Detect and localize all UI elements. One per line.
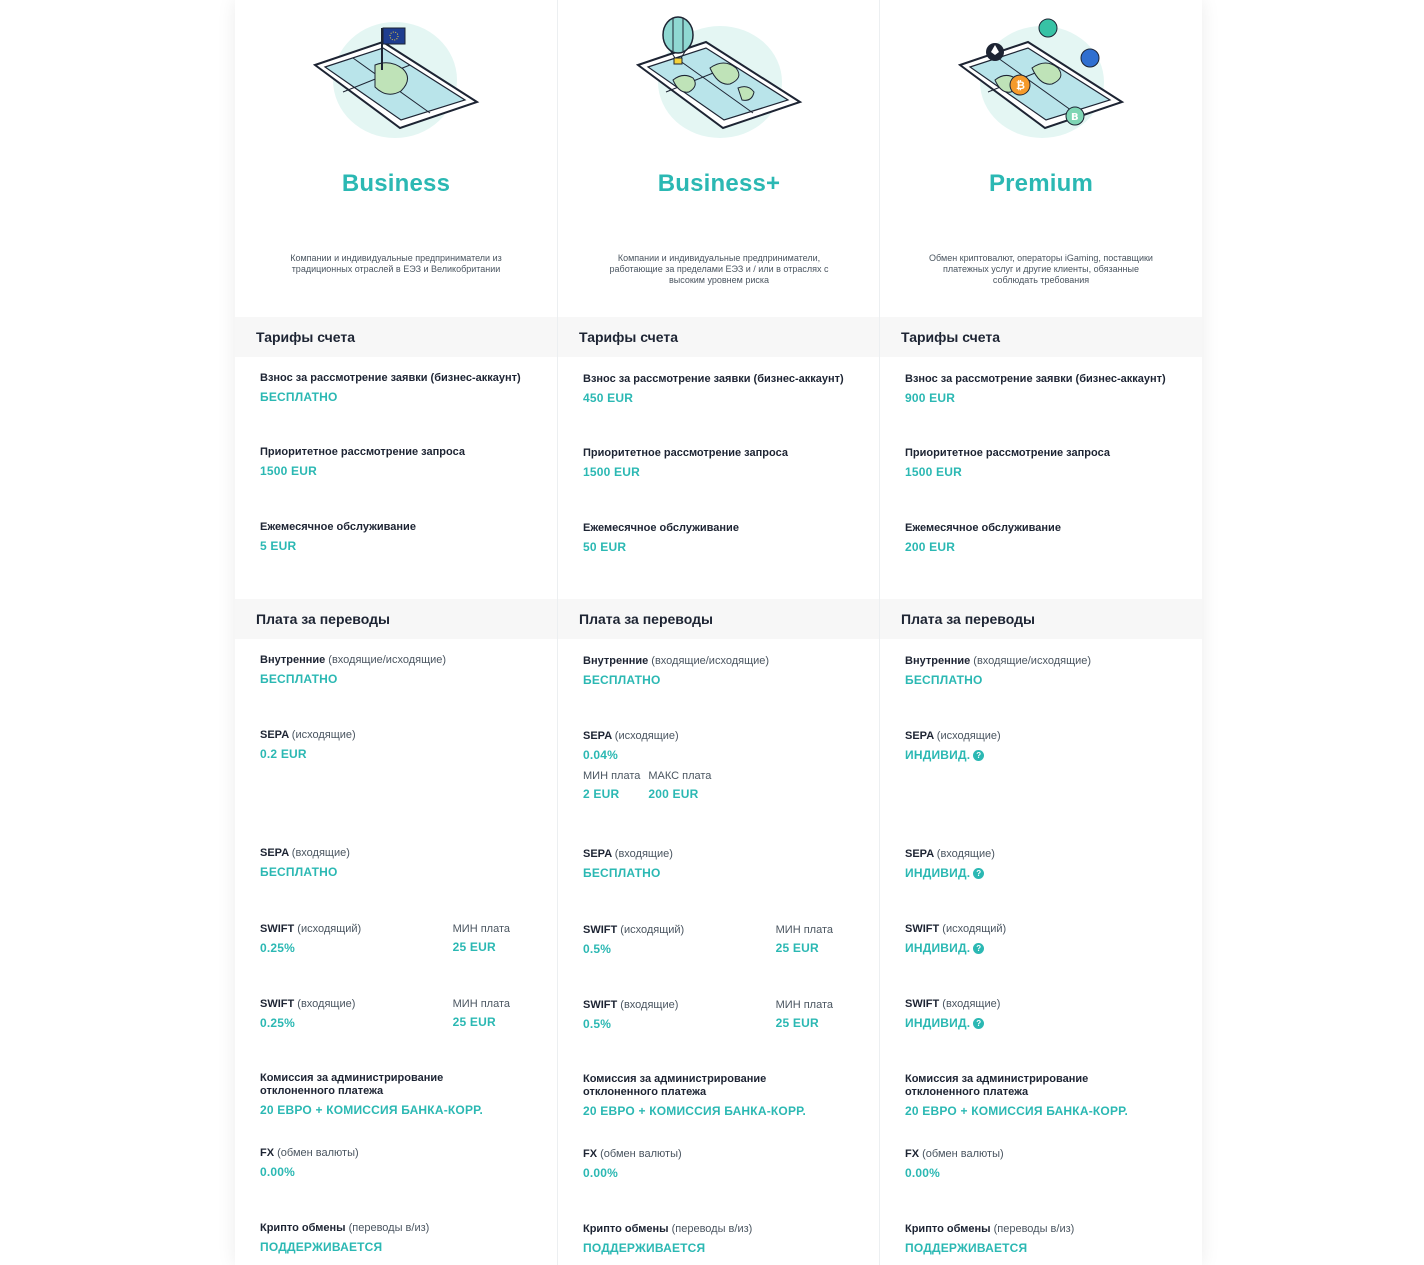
pricing-table xyxy=(235,0,1202,1265)
fee-value: БЕСПЛАТНО xyxy=(905,673,983,687)
fee-note: (исходящий) xyxy=(942,923,1007,935)
map-with-crypto-coins-icon xyxy=(950,10,1130,140)
fee-value: 1500 EUR xyxy=(583,465,640,479)
swift-incoming xyxy=(583,999,863,1031)
help-icon[interactable]: ? xyxy=(973,1018,984,1029)
map-with-hot-air-balloon-icon xyxy=(628,10,808,140)
rejected-payment-fee xyxy=(260,1072,500,1117)
fee-note: (переводы в/из) xyxy=(348,1222,430,1234)
fee-label: SEPA xyxy=(260,729,289,741)
fee-note: (исходящие) xyxy=(614,730,679,742)
fee-value: ПОДДЕРЖИВАЕТСЯ xyxy=(260,1240,383,1254)
sepa-outgoing xyxy=(905,730,1185,762)
fee-value: ИНДИВИД. xyxy=(905,1016,971,1030)
svg-text:₿: ₿ xyxy=(1016,79,1025,92)
swift-incoming xyxy=(260,998,540,1030)
plan-column-business xyxy=(235,0,557,1265)
fee-label: Комиссия за администрирование отклоненного платежа xyxy=(260,1072,444,1097)
monthly-service xyxy=(583,522,863,554)
fee-note: (обмен валюты) xyxy=(922,1148,1004,1160)
plan-title: Business xyxy=(341,170,451,197)
min-fee xyxy=(776,924,833,955)
fee-label: Приоритетное рассмотрение запроса xyxy=(583,447,788,459)
fee-value: 1500 EUR xyxy=(905,465,962,479)
min-fee-value: 25 EUR xyxy=(452,940,496,954)
fee-label: Взнос за рассмотрение заявки (бизнес-аккаунт) xyxy=(583,373,844,385)
fee-value: БЕСПЛАТНО xyxy=(583,866,661,880)
swift-outgoing xyxy=(905,923,1185,955)
priority-review xyxy=(905,447,1185,479)
sepa-incoming xyxy=(260,847,540,879)
fx-fee xyxy=(583,1148,863,1180)
monthly-service xyxy=(260,521,540,553)
plan-description: Обмен криптовалют, операторы iGaming, поставщики платежных услуг и другие клиенты, обязанные соблюдать требования xyxy=(929,253,1153,285)
crypto-exchange xyxy=(260,1222,540,1254)
fee-label: Комиссия за администрирование отклоненного платежа xyxy=(905,1073,1089,1098)
fee-value: ПОДДЕРЖИВАЕТСЯ xyxy=(905,1241,1028,1255)
fee-note: (исходящие) xyxy=(291,729,356,741)
internal-transfers xyxy=(260,654,540,686)
fee-note: (входящие) xyxy=(614,848,673,860)
plan-column-business-plus xyxy=(557,0,880,1265)
fee-label: Крипто обмены xyxy=(260,1222,346,1234)
rejected-payment-fee xyxy=(905,1073,1145,1118)
sepa-outgoing xyxy=(260,729,540,761)
fee-note: (входящие) xyxy=(620,999,679,1011)
fee-note: (переводы в/из) xyxy=(671,1223,753,1235)
fee-label: SWIFT xyxy=(905,923,940,935)
fee-value: 0.5% xyxy=(583,1017,612,1031)
crypto-exchange xyxy=(583,1223,863,1255)
fee-value: 0.25% xyxy=(260,1016,296,1030)
fee-value: ИНДИВИД. xyxy=(905,941,971,955)
fee-value: 20 ЕВРО + КОМИССИЯ БАНКА-КОРР. xyxy=(905,1104,1129,1118)
application-fee xyxy=(583,373,863,405)
sepa-incoming xyxy=(905,848,1185,880)
fee-label: Внутренние xyxy=(905,655,971,667)
swift-outgoing xyxy=(260,923,540,955)
fee-value: 0.00% xyxy=(583,1166,619,1180)
fee-value: 1500 EUR xyxy=(260,464,317,478)
internal-transfers xyxy=(583,655,863,687)
fee-note: (входящие) xyxy=(936,848,995,860)
fx-fee xyxy=(260,1147,540,1179)
fee-label: SWIFT xyxy=(260,923,295,935)
fee-value: 5 EUR xyxy=(260,539,297,553)
fee-label: Внутренние xyxy=(260,654,326,666)
application-fee xyxy=(905,373,1185,405)
fee-value: ИНДИВИД. xyxy=(905,748,971,762)
section-header-transfers xyxy=(558,599,880,639)
min-fee-label: МИН плата xyxy=(583,770,641,782)
min-fee xyxy=(776,999,833,1030)
min-fee xyxy=(583,770,640,801)
section-title: Тарифы счета xyxy=(579,329,679,345)
fee-value: ПОДДЕРЖИВАЕТСЯ xyxy=(583,1241,706,1255)
fee-label: SWIFT xyxy=(583,999,618,1011)
crypto-exchange xyxy=(905,1223,1185,1255)
plan-description: Компании и индивидуальные предприниматели из традиционных отраслей в ЕЭЗ и Великобритании xyxy=(290,253,502,274)
section-title: Плата за переводы xyxy=(901,611,1035,627)
section-title: Тарифы счета xyxy=(256,329,356,345)
max-fee-label: МАКС плата xyxy=(648,770,712,782)
fee-label: Ежемесячное обслуживание xyxy=(583,522,739,534)
help-icon[interactable]: ? xyxy=(973,868,984,879)
fee-label: Взнос за рассмотрение заявки (бизнес-аккаунт) xyxy=(905,373,1166,385)
min-fee xyxy=(453,998,510,1029)
section-title: Плата за переводы xyxy=(579,611,713,627)
max-fee-value: 200 EUR xyxy=(648,787,699,801)
fee-value: ИНДИВИД. xyxy=(905,866,971,880)
swift-outgoing xyxy=(583,924,863,956)
section-title: Тарифы счета xyxy=(901,329,1001,345)
fee-value: 0.04% xyxy=(583,748,619,762)
application-fee xyxy=(260,372,540,404)
fee-value: 200 EUR xyxy=(905,540,956,554)
fee-label: SWIFT xyxy=(905,998,940,1010)
fee-label: Взнос за рассмотрение заявки (бизнес-аккаунт) xyxy=(260,372,521,384)
fee-value: БЕСПЛАТНО xyxy=(260,672,338,686)
fee-label: SEPA xyxy=(905,848,934,860)
monthly-service xyxy=(905,522,1185,554)
fx-fee xyxy=(905,1148,1185,1180)
fee-label: Ежемесячное обслуживание xyxy=(905,522,1061,534)
fee-label: SWIFT xyxy=(583,924,618,936)
fee-label: SEPA xyxy=(905,730,934,742)
map-with-eu-flag-icon xyxy=(305,10,485,140)
fee-label: FX xyxy=(905,1148,920,1160)
fee-note: (входящие/исходящие) xyxy=(328,654,447,666)
svg-text:B: B xyxy=(1071,112,1079,123)
min-fee-value: 25 EUR xyxy=(452,1015,496,1029)
plan-description: Компании и индивидуальные предприниматели, работающие за пределами ЕЭЗ и / или в отраслях с высоким уровнем риска xyxy=(609,253,829,285)
fee-note: (исходящие) xyxy=(936,730,1001,742)
fee-note: (переводы в/из) xyxy=(993,1223,1075,1235)
fee-label: Ежемесячное обслуживание xyxy=(260,521,416,533)
fee-note: (входящие) xyxy=(942,998,1001,1010)
fee-label: Крипто обмены xyxy=(905,1223,991,1235)
fee-note: (входящие/исходящие) xyxy=(651,655,770,667)
min-fee-label: МИН плата xyxy=(775,924,833,936)
internal-transfers xyxy=(905,655,1185,687)
fee-note: (обмен валюты) xyxy=(277,1147,359,1159)
fee-label: FX xyxy=(260,1147,275,1159)
min-fee-label: МИН плата xyxy=(452,923,510,935)
help-icon[interactable]: ? xyxy=(973,750,984,761)
section-header-tariffs xyxy=(880,317,1202,357)
fee-value: 0.5% xyxy=(583,942,612,956)
fee-value: 0.25% xyxy=(260,941,296,955)
section-header-tariffs xyxy=(558,317,880,357)
fee-note: (исходящий) xyxy=(297,923,362,935)
max-fee xyxy=(648,770,711,801)
fee-value: 20 ЕВРО + КОМИССИЯ БАНКА-КОРР. xyxy=(260,1103,484,1117)
min-fee-value: 25 EUR xyxy=(775,1016,819,1030)
fee-label: Комиссия за администрирование отклоненного платежа xyxy=(583,1073,767,1098)
plan-column-premium xyxy=(879,0,1202,1265)
fee-label: SEPA xyxy=(583,848,612,860)
fee-label: SWIFT xyxy=(260,998,295,1010)
min-fee-value: 25 EUR xyxy=(775,941,819,955)
sepa-outgoing xyxy=(583,730,863,801)
fee-note: (обмен валюты) xyxy=(600,1148,682,1160)
swift-incoming xyxy=(905,998,1185,1030)
fee-label: Крипто обмены xyxy=(583,1223,669,1235)
fee-value: 900 EUR xyxy=(905,391,956,405)
min-fee xyxy=(453,923,510,954)
priority-review xyxy=(260,446,540,478)
section-header-transfers xyxy=(235,599,557,639)
fee-note: (входящие) xyxy=(291,847,350,859)
min-fee-label: МИН плата xyxy=(775,999,833,1011)
fee-note: (входящие/исходящие) xyxy=(973,655,1092,667)
fee-value: БЕСПЛАТНО xyxy=(260,390,338,404)
help-icon[interactable]: ? xyxy=(973,943,984,954)
plan-title: Premium xyxy=(988,170,1094,197)
fee-label: Приоритетное рассмотрение запроса xyxy=(905,447,1110,459)
section-header-transfers xyxy=(880,599,1202,639)
fee-label: Внутренние xyxy=(583,655,649,667)
min-fee-label: МИН плата xyxy=(452,998,510,1010)
fee-label: Приоритетное рассмотрение запроса xyxy=(260,446,465,458)
sepa-incoming xyxy=(583,848,863,880)
fee-value: 0.2 EUR xyxy=(260,747,307,761)
section-header-tariffs xyxy=(235,317,557,357)
fee-value: 0.00% xyxy=(260,1165,296,1179)
fee-value: 0.00% xyxy=(905,1166,941,1180)
fee-label: SEPA xyxy=(583,730,612,742)
section-title: Плата за переводы xyxy=(256,611,390,627)
priority-review xyxy=(583,447,863,479)
min-fee-value: 2 EUR xyxy=(583,787,620,801)
fee-value: БЕСПЛАТНО xyxy=(260,865,338,879)
fee-value: 50 EUR xyxy=(583,540,627,554)
fee-label: FX xyxy=(583,1148,598,1160)
sepa-limits xyxy=(583,770,863,801)
fee-value: 450 EUR xyxy=(583,391,634,405)
fee-value: 20 ЕВРО + КОМИССИЯ БАНКА-КОРР. xyxy=(583,1104,807,1118)
fee-value: БЕСПЛАТНО xyxy=(583,673,661,687)
fee-note: (входящие) xyxy=(297,998,356,1010)
fee-note: (исходящий) xyxy=(620,924,685,936)
plan-title: Business+ xyxy=(657,170,781,197)
fee-label: SEPA xyxy=(260,847,289,859)
rejected-payment-fee xyxy=(583,1073,823,1118)
